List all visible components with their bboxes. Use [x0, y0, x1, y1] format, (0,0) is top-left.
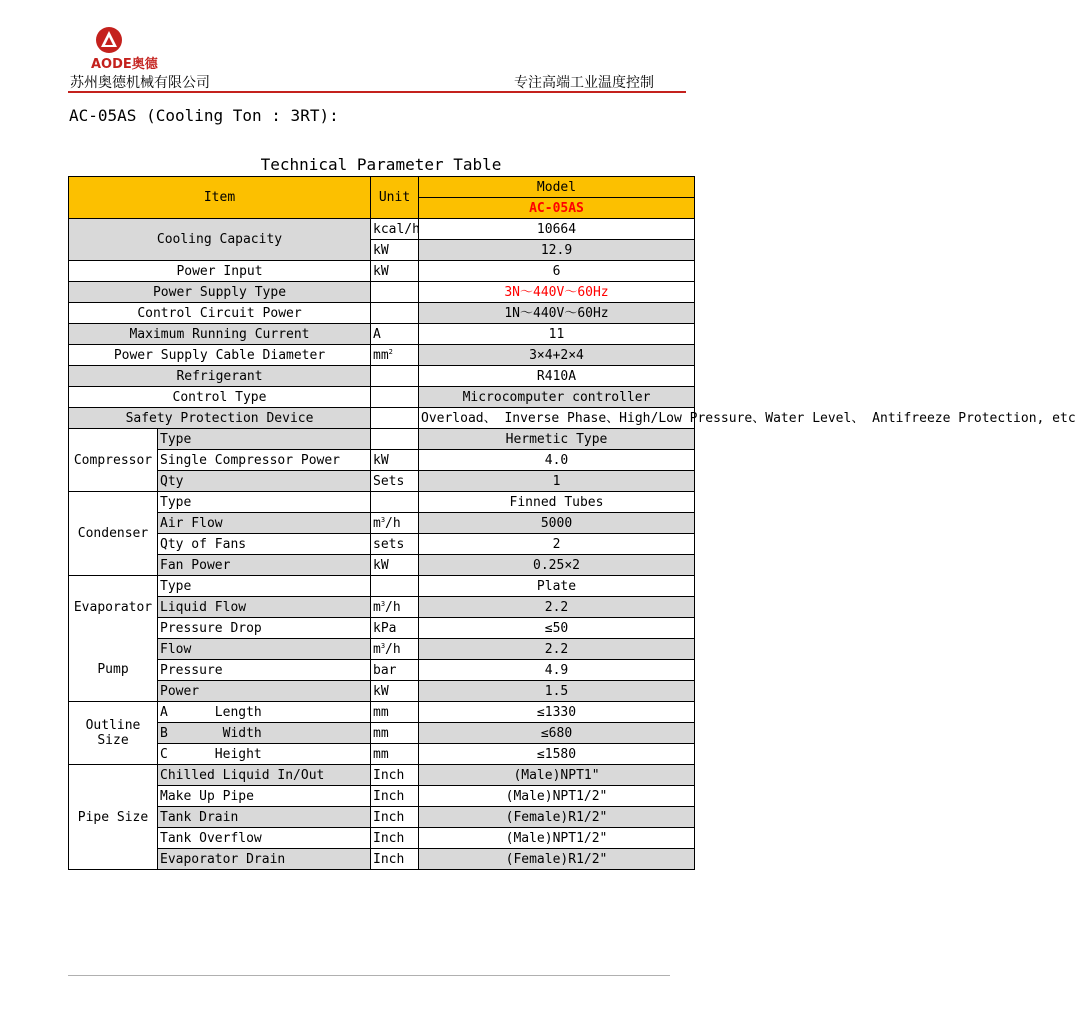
row-unit	[371, 303, 419, 324]
row-unit: Inch	[371, 849, 419, 870]
row-unit: kW	[371, 681, 419, 702]
table-row	[69, 744, 695, 765]
group-label-outline-size: Outline Size	[69, 702, 158, 765]
row-value: (Male)NPT1"	[419, 765, 695, 786]
row-unit: Sets	[371, 471, 419, 492]
footer-divider	[68, 975, 670, 976]
table-header-row	[69, 177, 695, 198]
table-row	[69, 597, 695, 618]
row-label: Single Compressor Power	[158, 450, 371, 471]
row-label: Power Supply Cable Diameter	[69, 345, 371, 366]
row-label: Maximum Running Current	[69, 324, 371, 345]
table-row	[69, 450, 695, 471]
row-value: ≤1330	[419, 702, 695, 723]
technical-parameter-table	[68, 176, 1076, 870]
table-row	[69, 576, 695, 597]
row-value: 2.2	[419, 639, 695, 660]
group-label-condenser: Condenser	[69, 492, 158, 576]
row-value: 2.2	[419, 597, 695, 618]
row-value: 0.25×2	[419, 555, 695, 576]
row-label: C Height	[158, 744, 371, 765]
row-value: Microcomputer controller	[419, 387, 695, 408]
row-unit	[371, 387, 419, 408]
row-unit	[371, 408, 419, 429]
row-unit: mm	[371, 723, 419, 744]
row-unit: Inch	[371, 765, 419, 786]
row-label: Air Flow	[158, 513, 371, 534]
header-model-name: AC-05AS	[419, 198, 695, 219]
row-unit: kW	[371, 450, 419, 471]
table-row	[69, 702, 695, 723]
group-label-compressor: Compressor	[69, 429, 158, 492]
row-unit: kW	[371, 240, 419, 261]
table-row	[69, 282, 695, 303]
row-unit: kPa	[371, 618, 419, 639]
table-row	[69, 408, 695, 429]
table-row	[69, 849, 695, 870]
row-label: Refrigerant	[69, 366, 371, 387]
row-value: (Male)NPT1/2"	[419, 828, 695, 849]
row-label: Evaporator Drain	[158, 849, 371, 870]
row-unit: bar	[371, 660, 419, 681]
row-value: ≤1580	[419, 744, 695, 765]
row-unit: $m^3/h$	[371, 639, 419, 660]
row-unit	[371, 282, 419, 303]
row-label: Type	[158, 492, 371, 513]
table-row	[69, 387, 695, 408]
table-row	[69, 492, 695, 513]
row-label: Power Supply Type	[69, 282, 371, 303]
table-row	[69, 324, 695, 345]
header-divider	[68, 91, 686, 93]
document-title: AC-05AS (Cooling Ton : 3RT):	[69, 106, 339, 125]
table-row	[69, 786, 695, 807]
row-label: Liquid Flow	[158, 597, 371, 618]
row-value: 4.0	[419, 450, 695, 471]
row-label: Control Type	[69, 387, 371, 408]
row-unit: $m^3/h$	[371, 513, 419, 534]
row-label: Qty	[158, 471, 371, 492]
row-unit: $m^3/h$	[371, 597, 419, 618]
row-value: (Female)R1/2"	[419, 849, 695, 870]
table-row	[69, 219, 695, 240]
table-row	[69, 513, 695, 534]
row-unit: A	[371, 324, 419, 345]
group-label-pipe-size: Pipe Size	[69, 765, 158, 870]
table-row	[69, 723, 695, 744]
table-row	[69, 534, 695, 555]
row-value: 5000	[419, 513, 695, 534]
row-label: Cooling Capacity	[69, 219, 371, 261]
row-value: 6	[419, 261, 695, 282]
company-name: 苏州奥德机械有限公司	[70, 75, 210, 91]
row-label: Type	[158, 429, 371, 450]
row-value: 1.5	[419, 681, 695, 702]
table-row	[69, 366, 695, 387]
row-label: B Width	[158, 723, 371, 744]
row-unit	[371, 576, 419, 597]
svg-text:AODE奥德: AODE奥德	[91, 57, 158, 72]
header-model: Model	[419, 177, 695, 198]
row-value: Plate	[419, 576, 695, 597]
row-unit: Inch	[371, 807, 419, 828]
row-value: R410A	[419, 366, 695, 387]
row-value: Overload、 Inverse Phase、High/Low Pressure、Water Level、 Antifreeze Protection, etc	[419, 408, 695, 429]
table-row	[69, 345, 695, 366]
row-value: ≤680	[419, 723, 695, 744]
row-unit: $mm^2$	[371, 345, 419, 366]
row-unit: kcal/h	[371, 219, 419, 240]
row-unit: kW	[371, 261, 419, 282]
row-value: 11	[419, 324, 695, 345]
row-label: Power Input	[69, 261, 371, 282]
aode-logo	[91, 26, 157, 72]
header-item: Item	[69, 177, 371, 219]
row-unit	[371, 429, 419, 450]
row-label: Flow	[158, 639, 371, 660]
table-row	[69, 639, 695, 660]
row-unit: mm	[371, 702, 419, 723]
row-label: Fan Power	[158, 555, 371, 576]
table-row	[69, 261, 695, 282]
row-label: Pressure	[158, 660, 371, 681]
row-unit: Inch	[371, 828, 419, 849]
company-slogan: 专注高端工业温度控制	[514, 75, 654, 91]
table-row	[69, 681, 695, 702]
row-value: 3×4+2×4	[419, 345, 695, 366]
row-label: Safety Protection Device	[69, 408, 371, 429]
table-row	[69, 471, 695, 492]
row-unit: kW	[371, 555, 419, 576]
group-label-evaporator: Evaporator	[69, 576, 158, 639]
row-value: 3N～440V～60Hz	[419, 282, 695, 303]
row-label: Tank Drain	[158, 807, 371, 828]
row-label: Make Up Pipe	[158, 786, 371, 807]
table-row	[69, 807, 695, 828]
row-value: 1N～440V～60Hz	[419, 303, 695, 324]
table-row	[69, 660, 695, 681]
row-label: Control Circuit Power	[69, 303, 371, 324]
row-label: Qty of Fans	[158, 534, 371, 555]
row-value: ≤50	[419, 618, 695, 639]
table-row	[69, 765, 695, 786]
row-value: (Male)NPT1/2"	[419, 786, 695, 807]
header-unit: Unit	[371, 177, 419, 219]
table-row	[69, 303, 695, 324]
table-row	[69, 618, 695, 639]
row-value: 12.9	[419, 240, 695, 261]
row-label: Pressure Drop	[158, 618, 371, 639]
table-row	[69, 828, 695, 849]
row-label: Power	[158, 681, 371, 702]
table-row	[69, 429, 695, 450]
row-value: 4.9	[419, 660, 695, 681]
row-label: Chilled Liquid In/Out	[158, 765, 371, 786]
row-value: Hermetic Type	[419, 429, 695, 450]
row-unit: Inch	[371, 786, 419, 807]
table-title: Technical Parameter Table	[260, 155, 502, 174]
row-label: A Length	[158, 702, 371, 723]
row-value: 10664	[419, 219, 695, 240]
row-value: 1	[419, 471, 695, 492]
group-label-pump: Pump	[69, 639, 158, 702]
row-label: Tank Overflow	[158, 828, 371, 849]
row-unit	[371, 492, 419, 513]
row-value: Finned Tubes	[419, 492, 695, 513]
row-value: (Female)R1/2"	[419, 807, 695, 828]
row-value: 2	[419, 534, 695, 555]
row-label: Type	[158, 576, 371, 597]
table-row	[69, 555, 695, 576]
row-unit: mm	[371, 744, 419, 765]
row-unit: sets	[371, 534, 419, 555]
row-unit	[371, 366, 419, 387]
